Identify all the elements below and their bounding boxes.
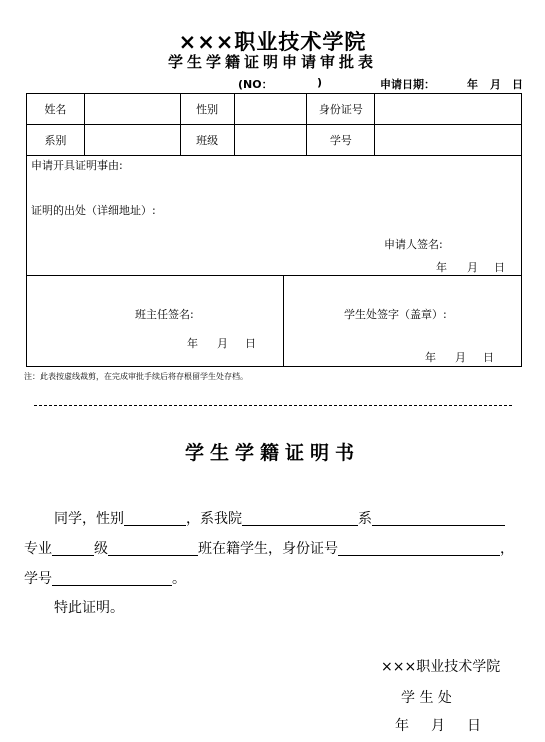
issuer-name: ×××职业技术学院 (381, 659, 501, 675)
applicant-sign-label: 申请人签名: (384, 238, 443, 251)
department-field[interactable] (84, 125, 180, 156)
id-number-label: 身份证号 (307, 94, 375, 125)
table-row (27, 125, 522, 156)
line2-text-1: 专业 (24, 541, 52, 557)
certificate-date-month: 月 (431, 718, 445, 734)
certificate-line-1 (54, 508, 505, 528)
issuer-office: 学 生 处 (401, 690, 452, 706)
class-field[interactable] (234, 125, 307, 156)
id-number-field[interactable] (375, 94, 522, 125)
teacher-sign-label[interactable]: 班主任签名: (135, 308, 194, 321)
apply-date-day: 日 (512, 78, 523, 91)
line1-text-2: ，系我院 (186, 511, 242, 527)
gender-field[interactable] (234, 94, 307, 125)
certificate-line-2 (24, 538, 514, 558)
name-label: 姓名 (27, 94, 85, 125)
school-title: ×××职业技术学院 (178, 30, 367, 54)
certificate-title: 学生学籍证明书 (184, 442, 360, 464)
gender-blank[interactable] (124, 511, 186, 526)
teacher-sign-month: 月 (217, 337, 228, 350)
office-sign-month: 月 (455, 351, 466, 364)
line3-text-2: 。 (172, 571, 186, 587)
gender-label: 性别 (180, 94, 234, 125)
id-number-blank[interactable] (338, 541, 500, 556)
teacher-sign-year: 年 (187, 337, 198, 350)
certificate-date-year: 年 (395, 718, 409, 734)
name-field[interactable] (84, 94, 180, 125)
department-label: 系别 (27, 125, 85, 156)
cut-line (34, 405, 512, 406)
approval-section (26, 275, 522, 367)
grade-blank[interactable] (108, 541, 198, 556)
certificate-statement: 特此证明。 (54, 600, 124, 616)
office-sign-year: 年 (425, 351, 436, 364)
student-id-blank[interactable] (52, 571, 172, 586)
office-sign-label[interactable]: 学生处签字（盖章）: (344, 308, 447, 321)
class-label: 班级 (180, 125, 234, 156)
certificate-date-day: 日 (467, 718, 481, 734)
form-title: 学生学籍证明申请审批表 (167, 53, 377, 71)
line3-text-1: 学号 (24, 571, 52, 587)
destination-label: 证明的出处（详细地址）: (31, 204, 156, 217)
line2-text-3: 班在籍学生，身份证号 (198, 541, 338, 557)
major-blank[interactable] (52, 541, 94, 556)
applicant-sign-year: 年 (436, 261, 447, 274)
number-close: ) (317, 76, 323, 89)
section-divider (283, 275, 284, 366)
line1-text-3: 系 (358, 511, 372, 527)
apply-date-year: 年 (467, 78, 478, 91)
number-label: (NO： (238, 78, 273, 91)
line2-text-2: 级 (94, 541, 108, 557)
applicant-info-table (26, 93, 522, 156)
line1-text-1: 同学，性别 (54, 511, 124, 527)
table-row (27, 94, 522, 125)
reason-label: 申请开具证明事由: (31, 159, 123, 172)
form-note: 注：此表按虚线裁剪，在完成审批手续后将存根留学生处存档。 (24, 372, 248, 381)
office-sign-day: 日 (483, 351, 494, 364)
apply-date-month: 月 (490, 78, 501, 91)
teacher-sign-day: 日 (245, 337, 256, 350)
apply-date-label: 申请日期： (380, 78, 435, 91)
department-name-blank[interactable] (372, 511, 505, 526)
department-blank[interactable] (242, 511, 358, 526)
line2-text-4: ， (500, 541, 514, 557)
certificate-line-3 (24, 568, 186, 588)
student-id-field[interactable] (375, 125, 522, 156)
student-id-label: 学号 (307, 125, 375, 156)
applicant-sign-month: 月 (467, 261, 478, 274)
reason-section[interactable] (26, 155, 522, 276)
applicant-sign-day: 日 (494, 261, 505, 274)
